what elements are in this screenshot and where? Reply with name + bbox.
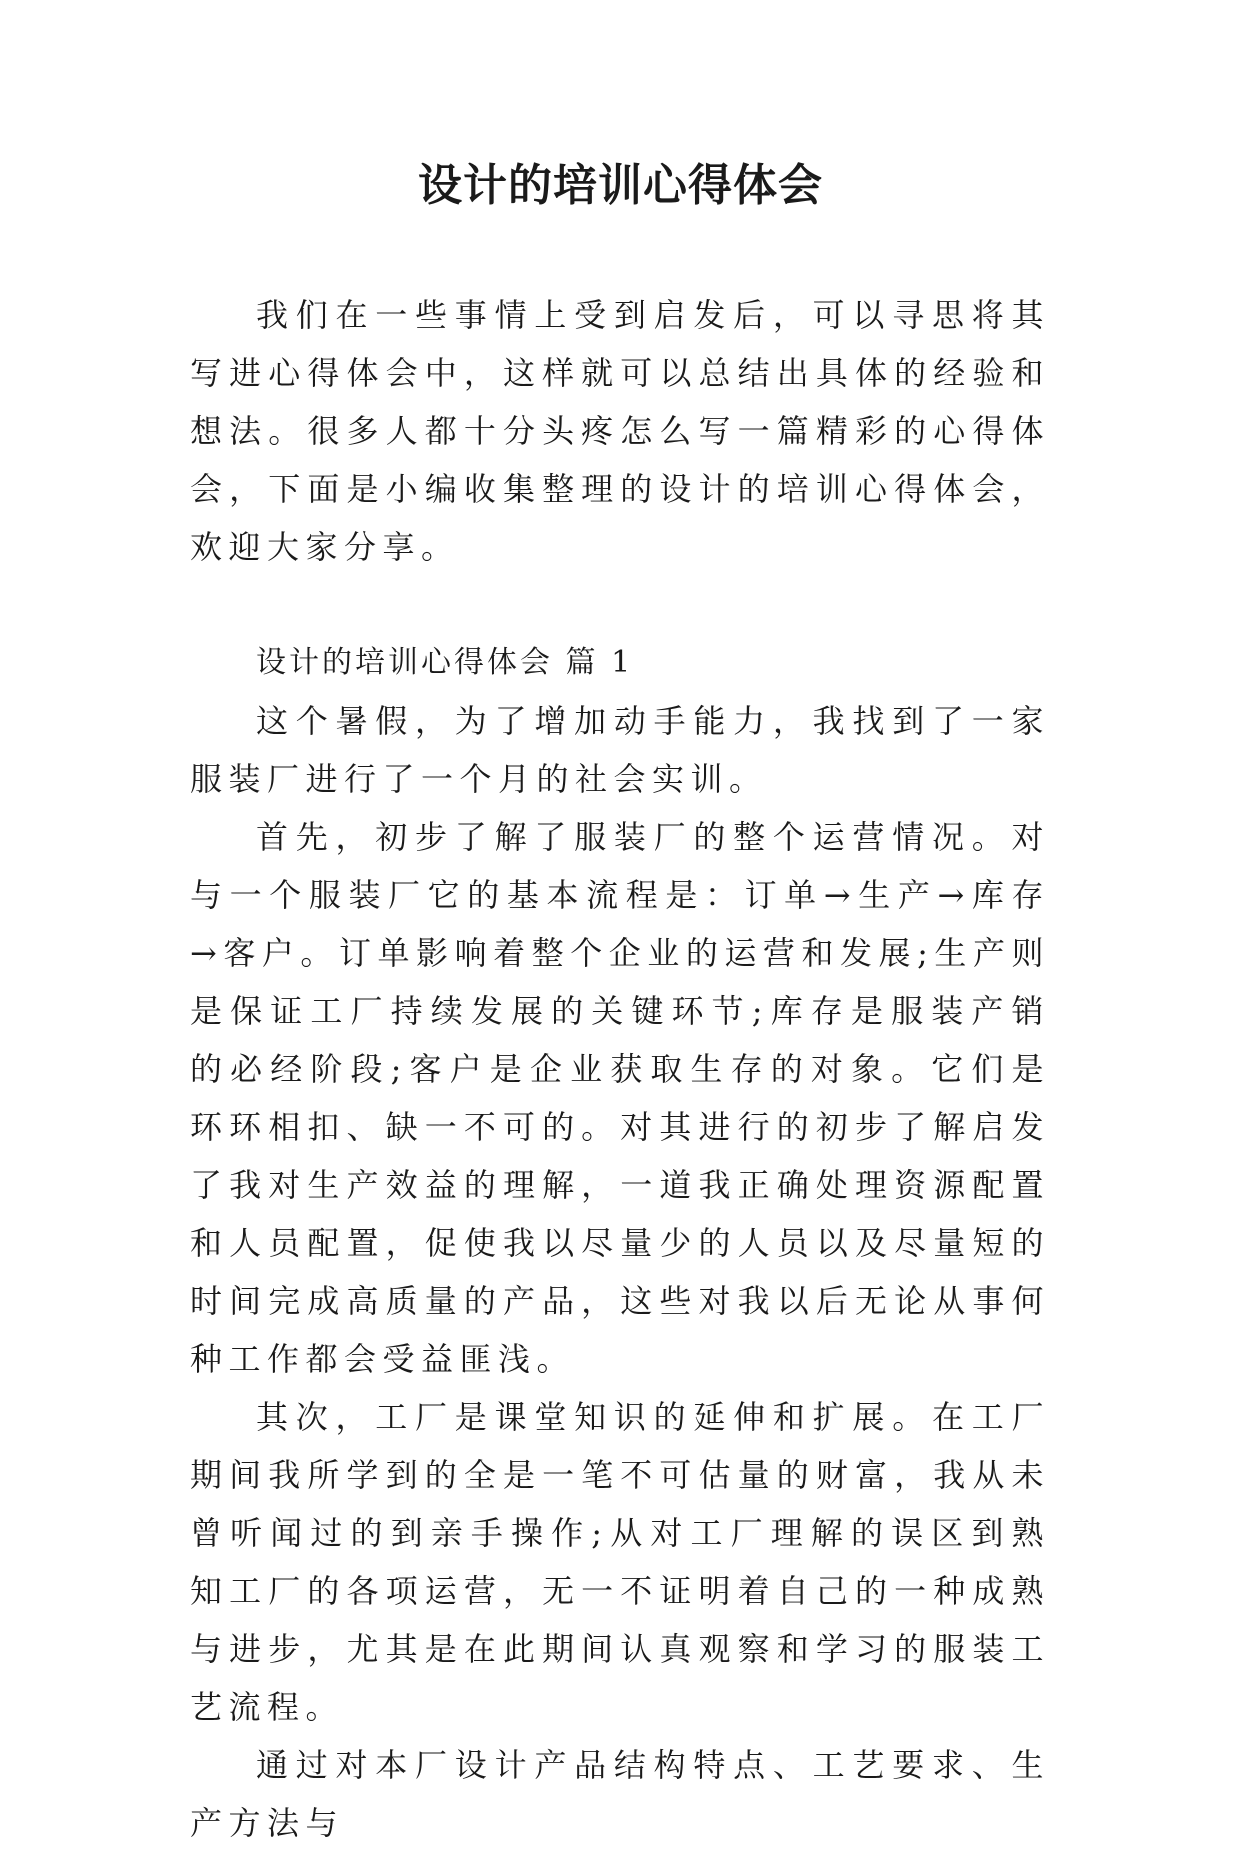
section-heading: 设计的培训心得体会 篇 1 (256, 645, 634, 680)
body-paragraph-2: 首先，初步了解了服装厂的整个运营情况。对与一个服装厂它的基本流程是：订单→生产→库存→客户。订单影响着整个企业的运营和发展;生产则是保证工厂持续发展的关键环节;库存是服装产销的必经阶段;客户是企业获取生存的对象。它们是环环相扣、缺一不可的。对其进行的初步了解启发了我对生产效益的理解，一道我正确处理资源配置和人员配置，促使我以尽量少的人员以及尽量短的时间完成高质量的产品，这些对我以后无论从事何种工作都会受益匪浅。 (190, 818, 1050, 1378)
body-paragraph-4: 通过对本厂设计产品结构特点、工艺要求、生产方法与 (190, 1746, 1050, 1842)
body-paragraph-1: 这个暑假，为了增加动手能力，我找到了一家服装厂进行了一个月的社会实训。 (190, 702, 1050, 798)
body-paragraph-3: 其次，工厂是课堂知识的延伸和扩展。在工厂期间我所学到的全是一笔不可估量的财富，我从未曾听闻过的到亲手操作;从对工厂理解的误区到熟知工厂的各项运营，无一不证明着自己的一种成熟与进步，尤其是在此期间认真观察和学习的服装工艺流程。 (190, 1398, 1050, 1726)
document-title: 设计的培训心得体会 (418, 160, 823, 211)
document-body (190, 286, 1050, 1852)
intro-paragraph: 我们在一些事情上受到启发后，可以寻思将其写进心得体会中，这样就可以总结出具体的经验和想法。很多人都十分头疼怎么写一篇精彩的心得体会，下面是小编收集整理的设计的培训心得体会，欢迎大家分享。 (190, 296, 1050, 566)
